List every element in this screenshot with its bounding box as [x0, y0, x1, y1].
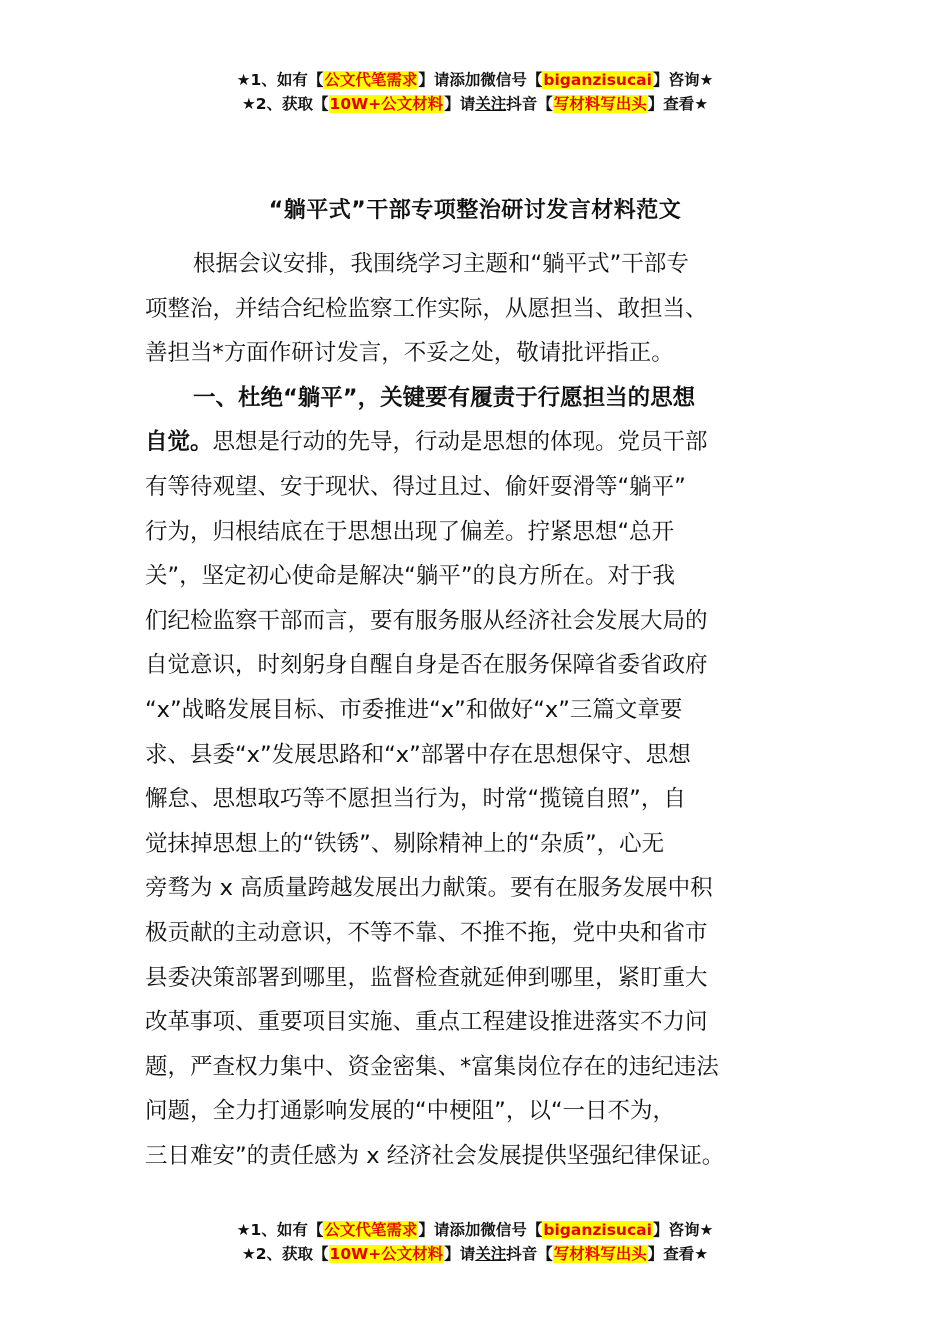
- section-line: 关”，坚定初心使命是解决“躺平”的良方所在。对于我: [145, 563, 675, 590]
- highlight-materials: 10W+公文材料: [329, 1245, 444, 1263]
- section-line: 觉抹掉思想上的“铁锈”、剔除精神上的“杂质”，心无: [145, 830, 665, 857]
- section-line: 自觉。思想是行动的先导，行动是思想的体现。党员干部: [145, 429, 708, 456]
- highlight-wechat-id: biganzisucai: [543, 1221, 652, 1239]
- intro-line: 项整治，并结合纪检监察工作实际，从愿担当、敢担当、: [145, 295, 708, 322]
- intro-line: 善担当*方面作研讨发言，不妥之处，敬请批评指正。: [145, 340, 674, 367]
- header-banner: [0, 68, 950, 116]
- section-line: 求、县委“x”发展思路和“x”部署中存在思想保守、思想: [145, 741, 691, 768]
- highlight-douyin: 写材料写出头: [553, 1245, 647, 1263]
- section-line: “x”战略发展目标、市委推进“x”和做好“x”三篇文章要: [145, 696, 683, 723]
- highlight-douyin: 写材料写出头: [553, 95, 647, 113]
- section-line: 极贡献的主动意识，不等不靠、不推不拖，党中央和省市: [145, 919, 708, 946]
- document-body: [145, 242, 805, 1178]
- section-line: 自觉意识，时刻躬身自醒自身是否在服务保障省委省政府: [145, 652, 708, 679]
- section-line: 问题，全力打通影响发展的“中梗阻”，以“一日不为，: [145, 1098, 675, 1125]
- section-line: 行为，归根结底在于思想出现了偏差。拧紧思想“总开: [145, 518, 675, 545]
- intro-line: 根据会议安排，我围绕学习主题和“躺平式”干部专: [193, 251, 689, 277]
- banner-line-1: ★1、如有【公文代笔需求】请添加微信号【biganzisucai】咨询★: [236, 71, 714, 89]
- underlined-follow: 关注: [475, 1245, 507, 1263]
- section-line: 懈怠、思想取巧等不愿担当行为，时常“揽镜自照”，自: [145, 786, 686, 813]
- section-line: 县委决策部署到哪里，监督检查就延伸到哪里，紧盯重大: [145, 964, 708, 991]
- highlight-materials: 10W+公文材料: [329, 95, 444, 113]
- banner-line-2: ★2、获取【10W+公文材料】请关注抖音【写材料写出头】查看★: [241, 95, 709, 113]
- section-heading-end: 自觉。: [145, 429, 213, 456]
- section-line: 题，严查权力集中、资金密集、*富集岗位存在的违纪违法: [145, 1053, 719, 1080]
- section-heading: 一、杜绝“躺平”，关键要有履责于行愿担当的思想: [193, 384, 696, 411]
- section-line: 改革事项、重要项目实施、重点工程建设推进落实不力问: [145, 1009, 708, 1036]
- section-line: 们纪检监察干部而言，要有服务服从经济社会发展大局的: [145, 607, 708, 634]
- underlined-follow: 关注: [475, 95, 507, 113]
- banner-line-2: ★2、获取【10W+公文材料】请关注抖音【写材料写出头】查看★: [241, 1245, 709, 1263]
- highlight-service: 公文代笔需求: [324, 1221, 418, 1239]
- footer-banner: [0, 1218, 950, 1266]
- section-line: 有等待观望、安于现状、得过且过、偷奸耍滑等“躺平”: [145, 473, 686, 500]
- banner-line-1: ★1、如有【公文代笔需求】请添加微信号【biganzisucai】咨询★: [236, 1221, 714, 1239]
- section-line: 旁骛为 x 高质量跨越发展出力献策。要有在服务发展中积: [145, 875, 713, 902]
- document-title: “躺平式”干部专项整治研讨发言材料范文: [268, 198, 682, 223]
- highlight-service: 公文代笔需求: [324, 71, 418, 89]
- section-line: 三日难安”的责任感为 x 经济社会发展提供坚强纪律保证。: [145, 1142, 725, 1169]
- highlight-wechat-id: biganzisucai: [543, 71, 652, 89]
